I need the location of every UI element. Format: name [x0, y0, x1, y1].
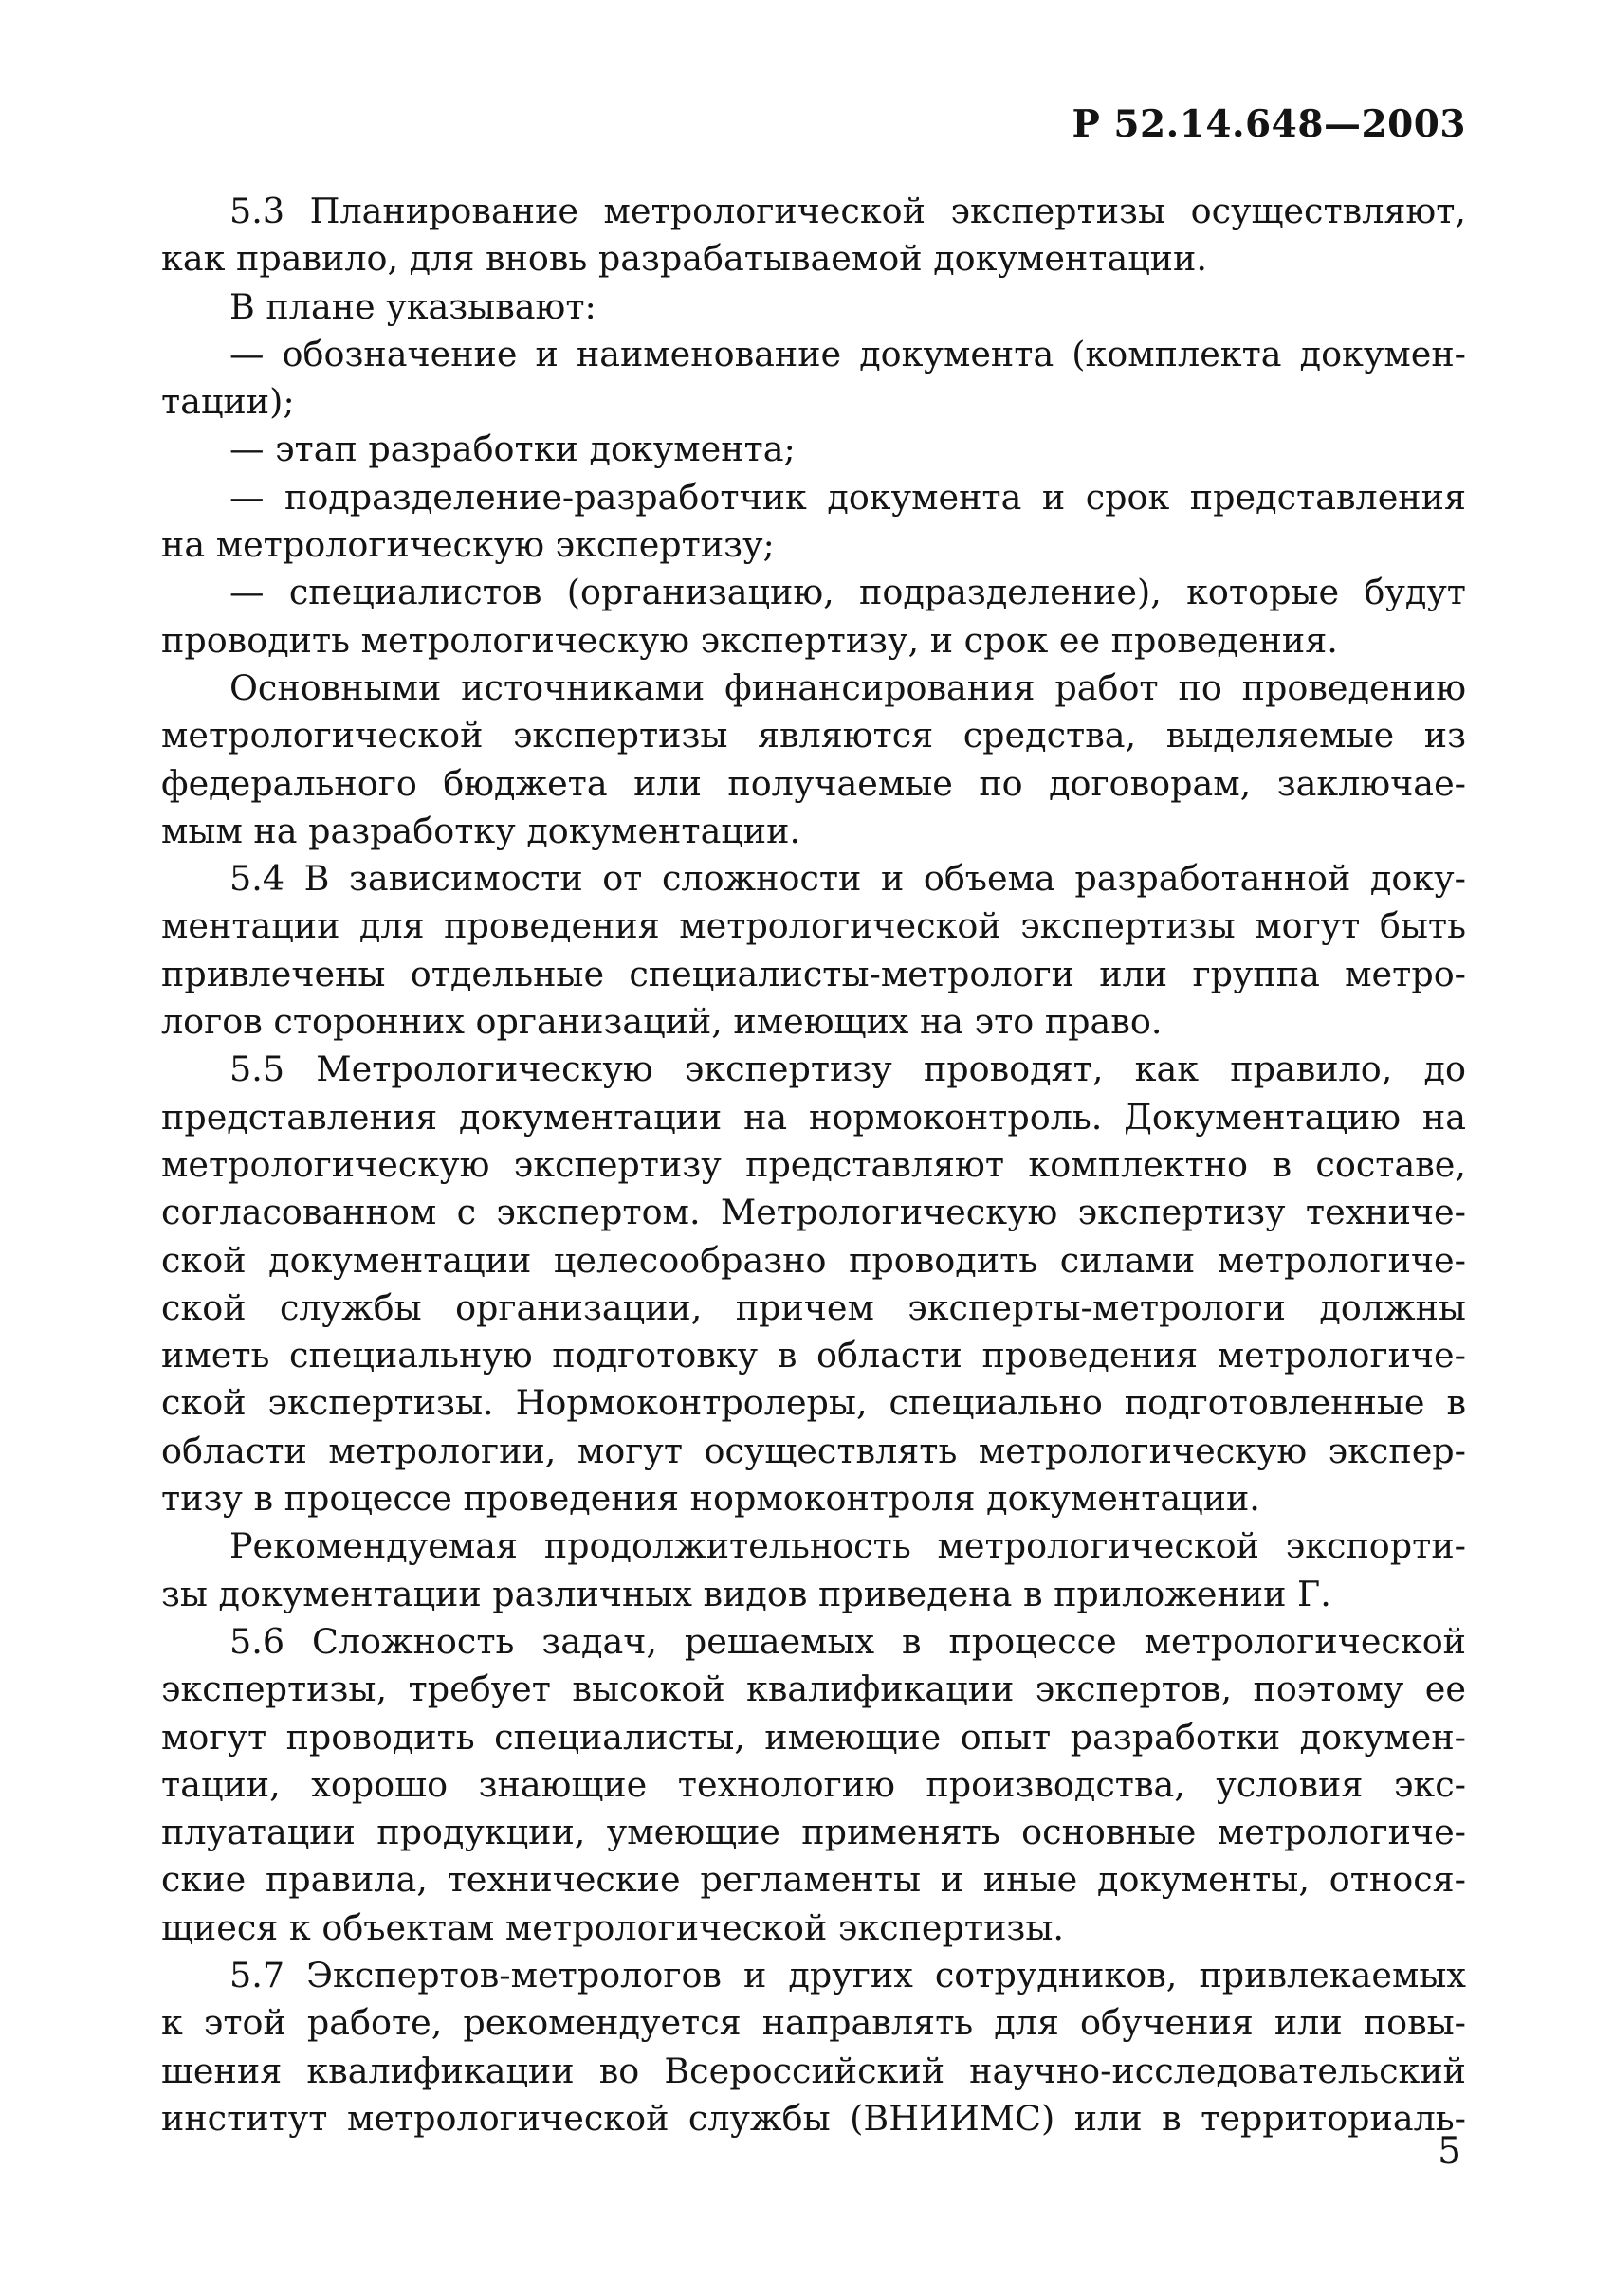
text-line: Основными источниками финансирования работ по проведению: [229, 666, 1466, 708]
text-line: иметь специальную подготовку в области проведения метрологиче-: [161, 1335, 1466, 1376]
text-line: ской документации целесообразно проводить силами метрологиче-: [161, 1239, 1466, 1281]
text-line: институт метрологической службы (ВНИИМС) или в территориаль-: [161, 2097, 1466, 2139]
text-line: зы документации различных видов приведена в приложении Г.: [161, 1573, 1331, 1614]
text-line: тации);: [161, 381, 295, 423]
text-line: 5.6 Сложность задач, решаемых в процессе метрологической: [229, 1620, 1466, 1662]
text-line: мым на разработку документации.: [161, 810, 801, 851]
text-line: — подразделение-разработчик документа и срок представления: [229, 476, 1466, 518]
text-line: — обозначение и наименование документа (комплекта докумен-: [229, 333, 1466, 374]
document-code-header: Р 52.14.648—2003: [1072, 102, 1466, 146]
text-line: Рекомендуемая продолжительность метрологической экспорти-: [229, 1525, 1466, 1567]
text-line: 5.7 Экспертов-метрологов и других сотрудников, привлекаемых: [229, 1954, 1466, 1995]
text-line: 5.5 Метрологическую экспертизу проводят, как правило, до: [229, 1048, 1466, 1090]
text-line: ментации для проведения метрологической экспертизы могут быть: [161, 905, 1466, 947]
text-line: как правило, для вновь разрабатываемой документации.: [161, 238, 1207, 280]
text-line: могут проводить специалисты, имеющие опыт разработки докумен-: [161, 1716, 1466, 1758]
text-line: тизу в процессе проведения нормоконтроля документации.: [161, 1478, 1260, 1520]
text-line: метрологическую экспертизу представляют комплектно в составе,: [161, 1143, 1466, 1185]
text-line: логов сторонних организаций, имеющих на это право.: [161, 1001, 1163, 1043]
text-line: — специалистов (организацию, подразделение), которые будут: [229, 572, 1466, 613]
text-line: — этап разработки документа;: [229, 428, 796, 470]
text-line: области метрологии, могут осуществлять метрологическую экспер-: [161, 1430, 1466, 1471]
text-line: тации, хорошо знающие технологию производства, условия экс-: [161, 1763, 1466, 1805]
text-line: шения квалификации во Всероссийский научно-исследовательский: [161, 2050, 1466, 2091]
text-line: представления документации на нормоконтроль. Документацию на: [161, 1096, 1466, 1138]
text-line: В плане указывают:: [229, 285, 596, 327]
text-line: щиеся к объектам метрологической экспертизы.: [161, 1906, 1064, 1948]
text-line: экспертизы, требует высокой квалификации экспертов, поэтому ее: [161, 1668, 1466, 1710]
text-line: ские правила, технические регламенты и иные документы, относя-: [161, 1859, 1466, 1901]
text-line: проводить метрологическую экспертизу, и срок ее проведения.: [161, 619, 1338, 661]
text-line: метрологической экспертизы являются средства, выделяемые из: [161, 715, 1466, 756]
page-number: 5: [1438, 2130, 1461, 2173]
text-line: ской экспертизы. Нормоконтролеры, специально подготовленные в: [161, 1382, 1466, 1424]
text-line: к этой работе, рекомендуется направлять для обучения или повы-: [161, 2002, 1466, 2044]
text-line: федерального бюджета или получаемые по договорам, заключае-: [161, 762, 1466, 804]
text-line: 5.4 В зависимости от сложности и объема разработанной доку-: [229, 858, 1466, 900]
body-text: [161, 188, 1466, 2142]
text-line: привлечены отдельные специалисты-метрологи или группа метро-: [161, 953, 1466, 994]
text-line: 5.3 Планирование метрологической экспертизы осуществляют,: [229, 191, 1466, 231]
text-line: согласованном с экспертом. Метрологическую экспертизу техниче-: [161, 1192, 1466, 1233]
text-line: ской службы организации, причем эксперты-метрологи должны: [161, 1286, 1466, 1328]
text-line: плуатации продукции, умеющие применять основные метрологиче-: [161, 1812, 1466, 1853]
text-line: на метрологическую экспертизу;: [161, 524, 775, 566]
